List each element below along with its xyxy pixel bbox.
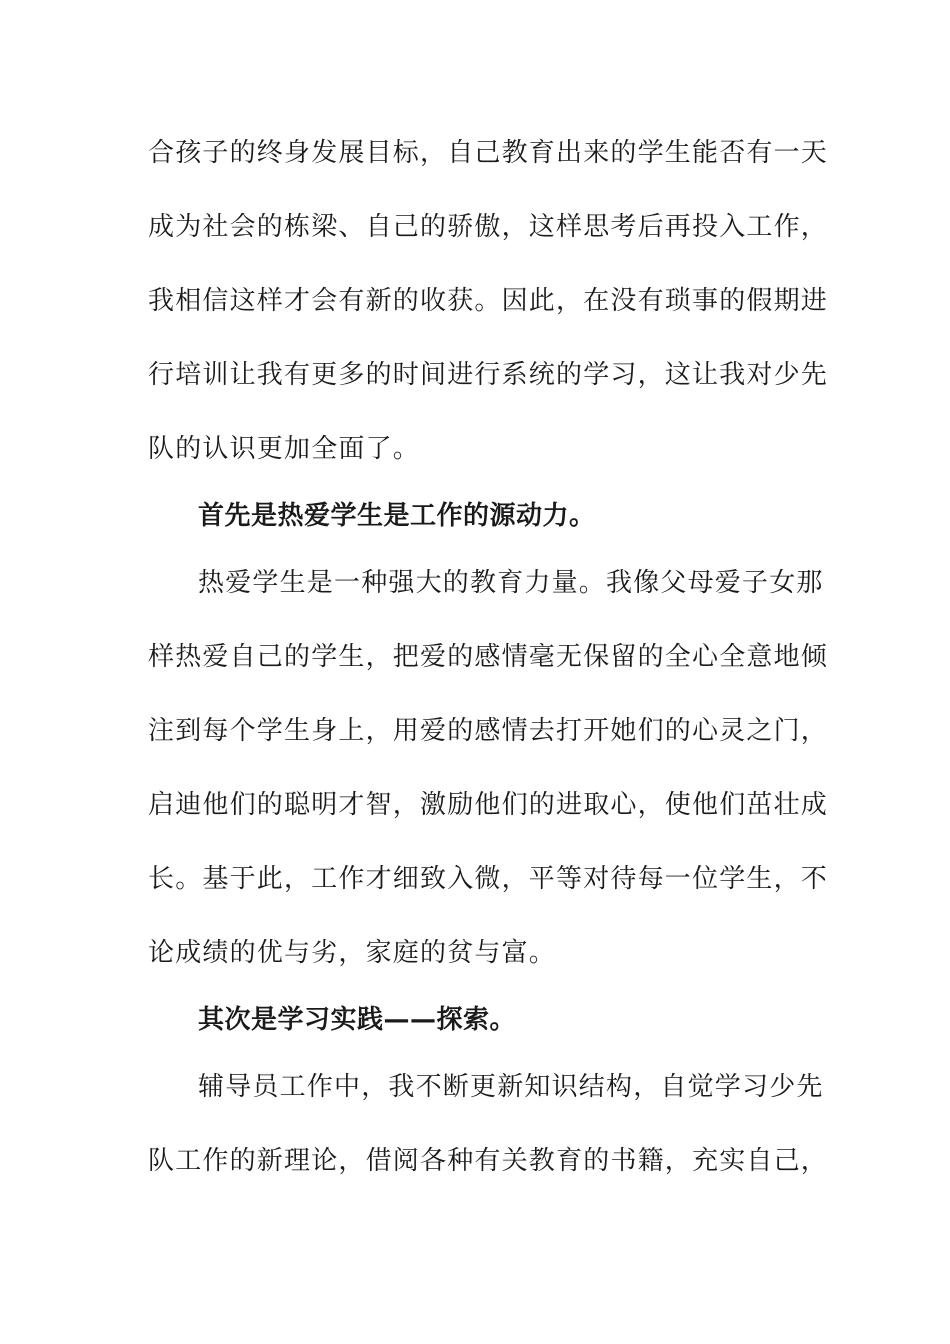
- paragraph-line: 启迪他们的聪明才智，激励他们的进取心，使他们茁壮成: [148, 790, 829, 820]
- section-heading: 首先是热爱学生是工作的源动力。: [198, 501, 596, 531]
- paragraph-line: 合孩子的终身发展目标，自己教育出来的学生能否有一天: [148, 138, 829, 168]
- paragraph-line: 成为社会的栋梁、自己的骄傲，这样思考后再投入工作，: [148, 212, 829, 242]
- paragraph-line: 热爱学生是一种强大的教育力量。我像父母爱子女那: [198, 568, 824, 598]
- paragraph-line: 队的认识更加全面了。: [148, 434, 421, 464]
- paragraph-line: 样热爱自己的学生，把爱的感情毫无保留的全心全意地倾: [148, 642, 829, 672]
- paragraph-line: 注到每个学生身上，用爱的感情去打开她们的心灵之门，: [148, 716, 829, 746]
- paragraph-line: 队工作的新理论，借阅各种有关教育的书籍，充实自己，: [148, 1146, 829, 1176]
- paragraph-line: 辅导员工作中，我不断更新知识结构，自觉学习少先: [198, 1072, 824, 1102]
- paragraph-line: 长。基于此，工作才细致入微，平等对待每一位学生，不: [148, 864, 829, 894]
- paragraph-line: 行培训让我有更多的时间进行系统的学习，这让我对少先: [148, 360, 829, 390]
- paragraph-line: 论成绩的优与劣，家庭的贫与富。: [148, 938, 557, 968]
- section-heading: 其次是学习实践——探索。: [198, 1005, 517, 1035]
- paragraph-line: 我相信这样才会有新的收获。因此，在没有琐事的假期进: [148, 286, 829, 316]
